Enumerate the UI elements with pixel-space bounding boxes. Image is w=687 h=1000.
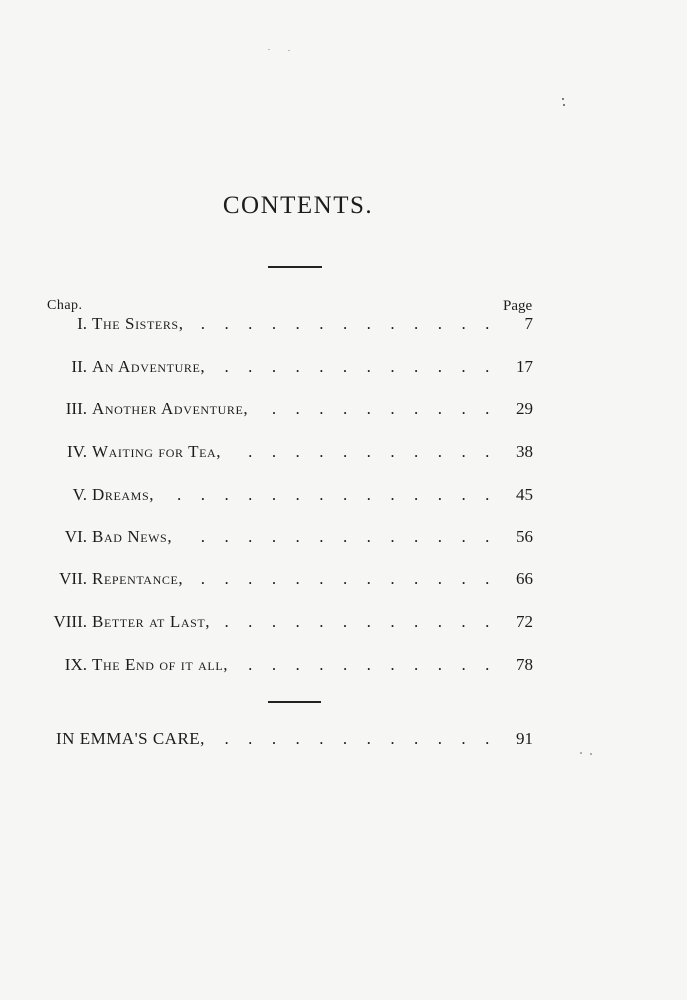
chapter-title: Waiting for Tea, [92,442,222,461]
chapter-number: I. [77,314,87,333]
scan-speck [288,50,290,51]
toc-entry [0,527,687,553]
chapter-column-heading: Chap. [47,298,83,313]
page-number: 29 [516,399,533,418]
page-number: 17 [516,357,533,376]
toc-entry-appendix [0,729,687,755]
page-number: 7 [524,314,533,333]
chapter-title: The Sisters, [92,314,184,333]
toc-entry [0,357,687,383]
chapter-title: Dreams, [92,485,155,504]
chapter-number: IV. [67,442,87,461]
chapter-number: VII. [59,569,87,588]
chapter-title: Better at Last, [92,612,211,631]
dot-leader: . . . . . . . . . . . [248,442,497,461]
chapter-title: Bad News, [92,527,173,546]
scan-speck [590,753,592,755]
page-title: CONTENTS. [222,192,374,219]
page-number: 56 [516,527,533,546]
toc-entry [0,314,687,340]
title-rule [268,266,322,268]
chapter-title: The End of it all, [92,655,229,674]
scan-speck [563,104,565,106]
dot-leader: . . . . . . . . . . [271,399,497,418]
page-number: 66 [516,569,533,588]
dot-leader: . . . . . . . . . . . . . . [177,485,497,504]
toc-entry [0,569,687,595]
dot-leader: . . . . . . . . . . . . [224,357,497,376]
chapter-title: Another Adventure, [92,399,249,418]
chapter-title: An Adventure, [92,357,206,376]
scan-speck [268,49,270,50]
dot-leader: . . . . . . . . . . . . . [200,527,497,546]
page-number: 45 [516,485,533,504]
dot-leader: . . . . . . . . . . . . . [200,569,497,588]
scan-speck [580,752,582,754]
toc-entry [0,612,687,638]
chapter-title: Repentance, [92,569,184,588]
toc-entry [0,399,687,425]
scan-speck [562,98,564,100]
page-number: 38 [516,442,533,461]
dot-leader: . . . . . . . . . . . . [224,729,497,748]
toc-entry [0,442,687,468]
toc-entry [0,655,687,681]
chapter-number: IX. [64,655,87,674]
chapter-number: II. [71,357,87,376]
dot-leader: . . . . . . . . . . . . . [200,314,497,333]
chapter-number: V. [72,485,87,504]
page-number: 72 [516,612,533,631]
dot-leader: . . . . . . . . . . . [248,655,497,674]
section-rule [268,701,321,703]
chapter-number: VIII. [53,612,87,631]
appendix-title: IN EMMA'S CARE, [56,729,205,748]
chapter-number: III. [65,399,87,418]
toc-entry [0,485,687,511]
page-number: 91 [516,729,533,748]
page-number: 78 [516,655,533,674]
page-column-heading: Page [503,298,533,314]
dot-leader: . . . . . . . . . . . . [224,612,497,631]
chapter-number: VI. [64,527,87,546]
